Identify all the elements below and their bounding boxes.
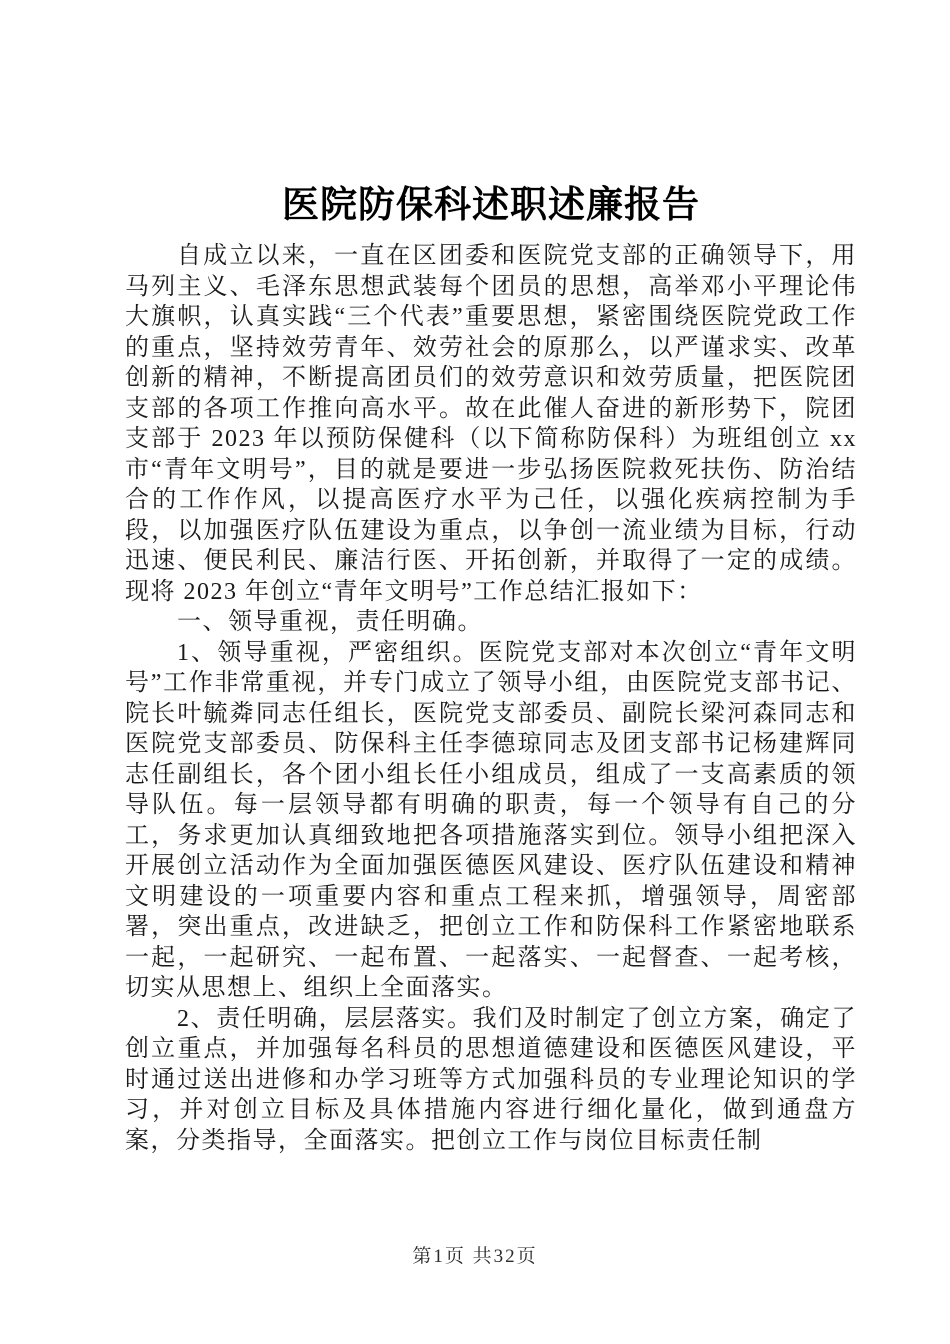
paragraph-section-heading: 一、领导重视，责任明确。	[177, 609, 483, 635]
document-body	[125, 241, 857, 1156]
document-content	[125, 183, 857, 1156]
page-footer	[0, 1241, 950, 1268]
paragraph-item-2: 2、责任明确，层层落实。我们及时制定了创立方案，确定了创立重点，并加强每名科员的思想道德建设和医德医风建设，平时通过送出进修和办学习班等方式加强科员的专业理论知识的学习，并对创立目标及具体措施内容进行细化量化，做到通盘方案，分类指导，全面落实。把创立工作与岗位目标责任制	[125, 1005, 857, 1154]
page-number-label: 第1页 共32页	[412, 1246, 538, 1267]
paragraph-item-1: 1、领导重视，严密组织。医院党支部对本次创立“青年文明号”工作非常重视，并专门成立了领导小组，由医院党支部书记、院长叶毓粦同志任组长，医院党支部委员、副院长梁河森同志和医院党支部委员、防保科主任李德琼同志及团支部书记杨建辉同志任副组长，各个团小组长任小组成员，组成了一支高素质的领导队伍。每一层领导都有明确的职责，每一个领导有自己的分工，务求更加认真细致地把各项措施落实到位。领导小组把深入开展创立活动作为全面加强医德医风建设、医疗队伍建设和精神文明建设的一项重要内容和重点工程来抓，增强领导，周密部署，突出重点，改进缺乏，把创立工作和防保科工作紧密地联系一起，一起研究、一起布置、一起落实、一起督查、一起考核，切实从思想上、组织上全面落实。	[125, 639, 857, 1001]
paragraph-intro: 自成立以来，一直在区团委和医院党支部的正确领导下，用马列主义、毛泽东思想武装每个团员的思想，高举邓小平理论伟大旗帜，认真实践“三个代表”重要思想，紧密围绕医院党政工作的重点，坚持效劳青年、效劳社会的原那么，以严谨求实、改革创新的精神，不断提高团员们的效劳意识和效劳质量，把医院团支部的各项工作推向高水平。故在此催人奋进的新形势下，院团支部于 2023 年以预防保健科（以下简称防保科）为班组创立 xx 市“青年文明号”，目的就是要进一步弘扬医院救死扶伤、防治结合的工作作风，以提高医疗水平为己任，以强化疾病控制为手段，以加强医疗队伍建设为重点，以争创一流业绩为目标，行动迅速、便民利民、廉洁行医、开拓创新，并取得了一定的成绩。现将 2023 年创立“青年文明号”工作总结汇报如下：	[125, 243, 857, 605]
document-title: 医院防保科述职述廉报告	[282, 185, 700, 226]
